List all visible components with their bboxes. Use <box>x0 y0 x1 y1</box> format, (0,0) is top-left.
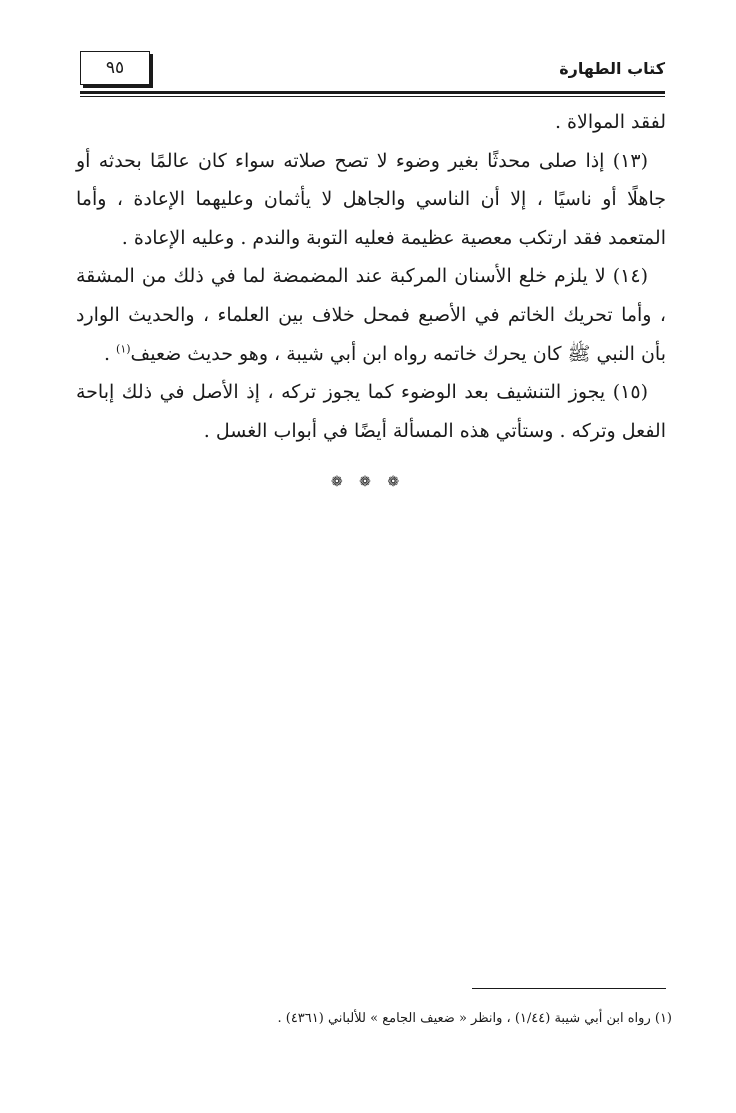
paragraph-15: (١٥) يجوز التنشيف بعد الوضوء كما يجوز تركه ، إذ الأصل في ذلك إباحة الفعل وتركه . وستأتي هذه المسألة أيضًا في أبواب الغسل . <box>76 381 666 442</box>
page-number: ٩٥ <box>80 51 150 85</box>
section-ornament-divider: ❁ ❁ ❁ <box>330 474 406 490</box>
paragraph-continuation: لفقد الموالاة . <box>554 111 666 133</box>
header-rule-thin <box>80 96 665 97</box>
paragraph-13: (١٣) إذا صلى محدثًا بغير وضوء لا تصح صلاته سواء كان عالمًا بحدثه أو جاهلًا أو ناسيًا ، إلا أن الناسي والجاهل لا يأثمان وعليهما الإعادة ، وأما المتعمد فقد ارتكب معصية عظيمة فعليه التوبة والندم . وعليه الإعادة . <box>76 149 666 249</box>
header-rule <box>80 91 665 94</box>
running-header <box>80 55 665 91</box>
footnote-1: (١) رواه ابن أبي شيبة (١/٤٤) ، وانظر « ضعيف الجامع » للألباني (٤٣٦١) . <box>277 1011 672 1026</box>
chapter-title: كتاب الطهارة <box>559 59 665 78</box>
paragraph-14 <box>76 257 666 373</box>
paragraph-14-end: . <box>103 342 117 365</box>
body-text <box>76 103 666 450</box>
paragraph-14-text: (١٤) لا يلزم خلع الأسنان المركبة عند المضمضة لما في ذلك من المشقة ، وأما تحريك الخاتم في الأصبع فمحل خلاف بين العلماء ، والحديث الوارد بأن النبي ﷺ كان يحرك خاتمه رواه ابن أبي شيبة ، وهو حديث ضعيف <box>76 265 666 365</box>
footnote-reference[interactable]: (١) <box>116 342 131 356</box>
footnote-separator <box>472 988 666 989</box>
